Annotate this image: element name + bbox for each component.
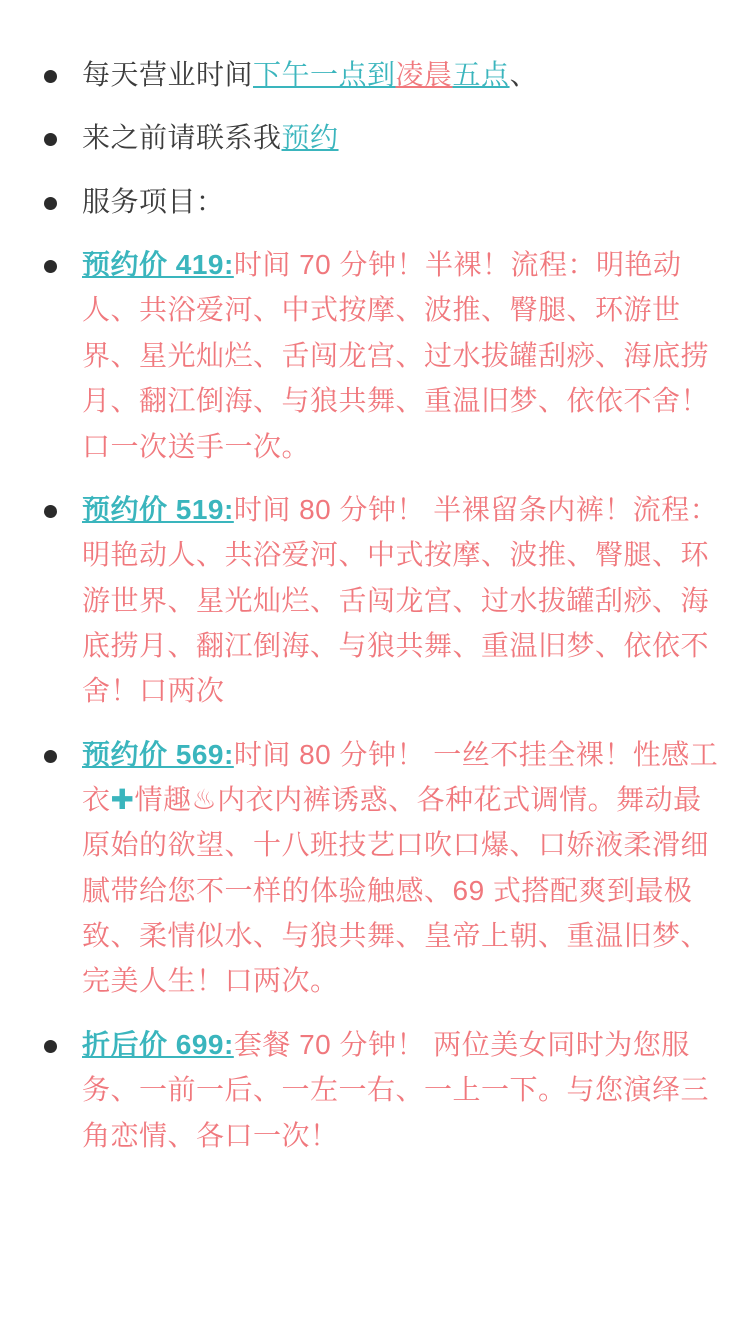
text-segment: 预约 [281,122,339,154]
text-segment: 、 [509,59,539,90]
text-segment: 服务项目： [82,185,225,217]
text-segment: 套餐 70 分钟！ 两位美女同时为您服务、一前一后、一左一右、一上一下。与您演绎三角恋情、各口一次！ [82,1028,710,1151]
text-segment: 预约价 569: [82,738,234,770]
text-segment: 凌晨 [395,59,453,90]
list-item-appointment-notice [26,115,724,160]
list-item-package-419 [26,242,724,469]
list-item-business-hours [26,52,724,97]
text-segment: 时间 70 分钟！半裸！流程：明艳动人、共浴爱河、中式按摩、波推、臀腿、环游世界、星光灿烂、舌闯龙宫、过水拔罐刮痧、海底捞月、翻江倒海、与狼共舞、重温旧梦、依依不舍！口一次送手一次。 [82,249,710,462]
text-segment: 情趣 [134,784,192,816]
text-segment: 五点 [452,59,510,90]
text-segment: 每天营业时间 [82,59,254,90]
text-segment: 内衣内裤诱惑、各种花式调情。舞动最原始的欲望、十八班技艺口吹口爆、口娇液柔滑细腻带给您不一样的体验触感、69 式搭配爽到最极致、柔情似水、与狼共舞、皇帝上朝、重温旧梦、完美人生！口两次。 [82,784,710,997]
list-item-package-699 [26,1022,724,1158]
text-segment: 预约价 519: [82,493,234,525]
text-segment: ♨ [191,784,218,816]
text-segment: 时间 80 分钟！ 一丝不挂全裸！性感工衣 [82,738,719,816]
list-item-service-items-heading [26,179,724,224]
text-segment: 折后价 699: [82,1028,234,1060]
service-list [26,52,724,1158]
list-item-package-519 [26,487,724,714]
list-item-package-569 [26,732,724,1004]
text-segment: 预约价 419: [82,249,234,281]
text-segment: 下午一点到 [253,59,396,90]
text-segment: 来之前请联系我 [82,122,282,154]
text-segment: ✚ [110,784,135,816]
text-segment: 时间 80 分钟！ 半裸留条内裤！流程：明艳动人、共浴爱河、中式按摩、波推、臀腿、环游世界、星光灿烂、舌闯龙宫、过水拔罐刮痧、海底捞月、翻江倒海、与狼共舞、重温旧梦、依依不舍！口两次 [82,493,719,707]
